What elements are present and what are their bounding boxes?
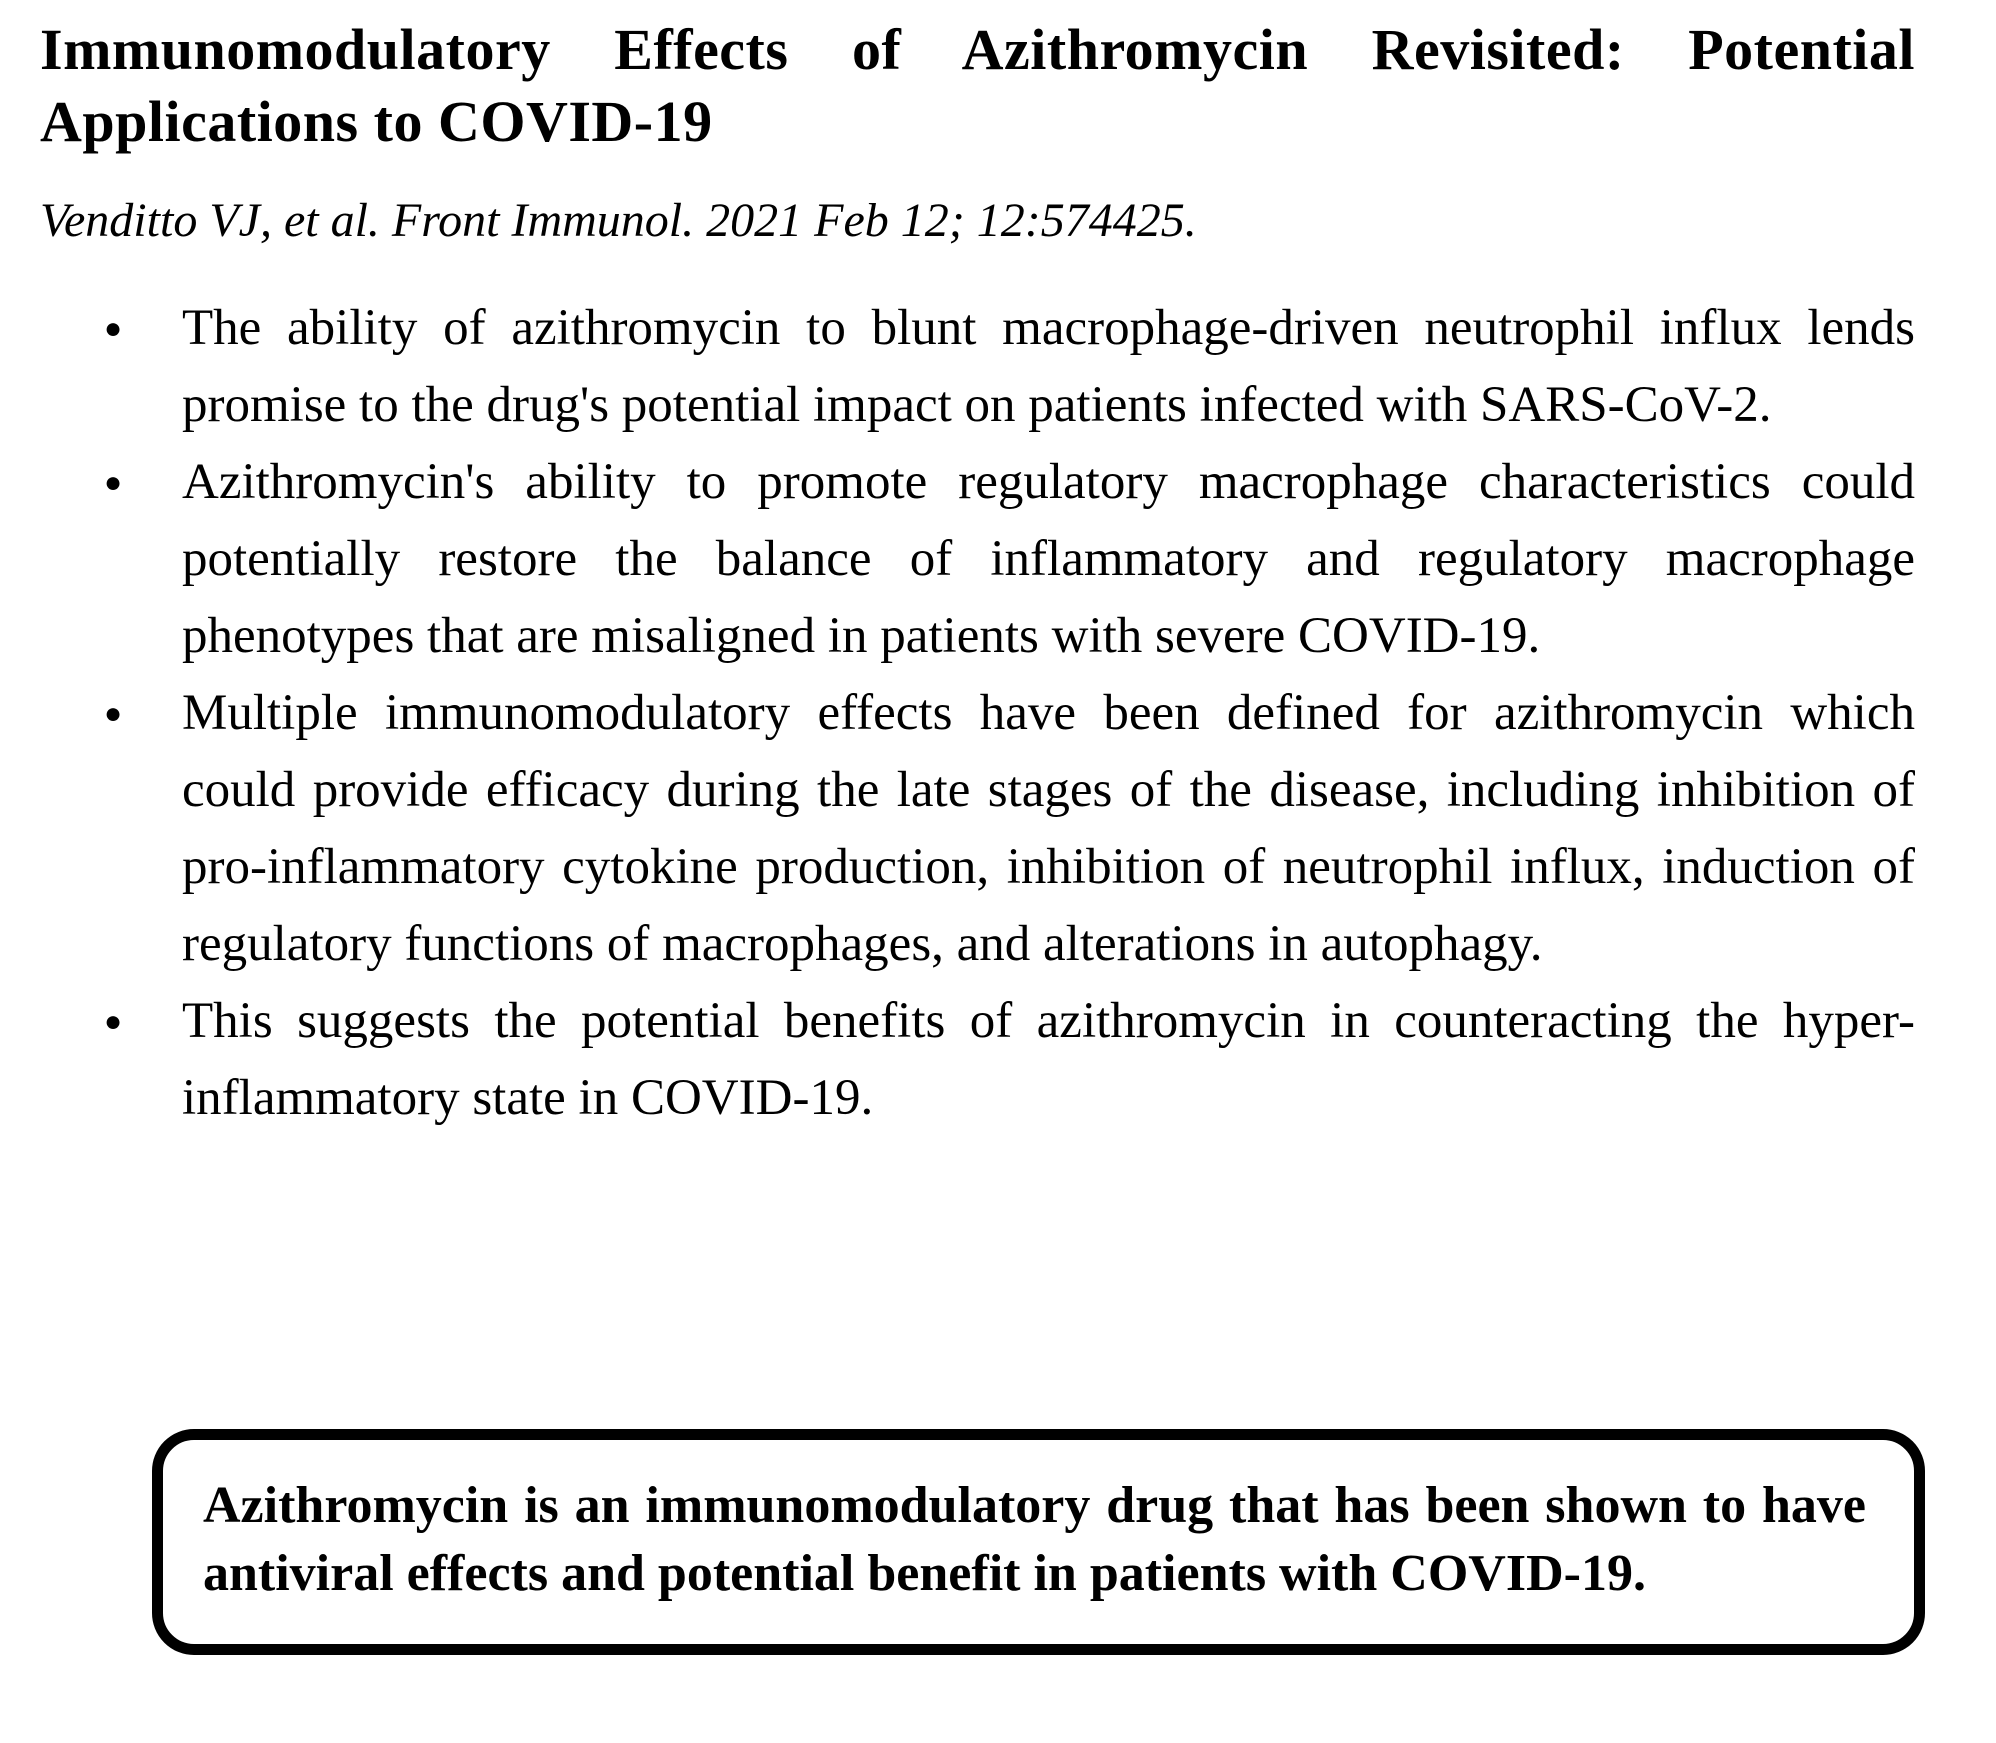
list-item — [40, 675, 1915, 983]
bullet-icon: ● — [104, 697, 123, 730]
bullet-icon: ● — [104, 466, 123, 499]
list-item — [40, 290, 1915, 444]
bullet-text: The ability of azithromycin to blunt macrophage-driven neutrophil influx lends promise to the drug's potential impact on patients infected with SARS-CoV-2. — [182, 300, 1915, 433]
citation-line: Venditto VJ, et al. Front Immunol. 2021 Feb 12; 12:574425. — [40, 194, 1197, 247]
bullet-text: Multiple immunomodulatory effects have been defined for azithromycin which could provide efficacy during the late stages of the disease, including inhibition of pro-inflammatory cytokine production, inhibition of neutrophil influx, induction of regulatory functions of macrophages, and alterations in autophagy. — [182, 685, 1915, 972]
summary-box — [152, 1429, 1925, 1655]
bullet-icon: ● — [104, 1005, 123, 1038]
list-item — [40, 983, 1915, 1137]
summary-text: Azithromycin is an immunomodulatory drug that has been shown to have antiviral effects and potential benefit in patients with COVID-19. — [203, 1477, 1866, 1602]
bullet-text: This suggests the potential benefits of azithromycin in counteracting the hyper-inflammatory state in COVID-19. — [182, 993, 1915, 1126]
page-title: Immunomodulatory Effects of Azithromycin Revisited: Potential Applications to COVID-19 — [40, 17, 1915, 154]
bullet-icon: ● — [104, 312, 123, 345]
list-item — [40, 444, 1915, 675]
bullet-list — [40, 290, 1915, 1382]
bullet-text: Azithromycin's ability to promote regulatory macrophage characteristics could potentially restore the balance of inflammatory and regulatory macrophage phenotypes that are misaligned in patients with severe COVID-19. — [182, 454, 1915, 664]
